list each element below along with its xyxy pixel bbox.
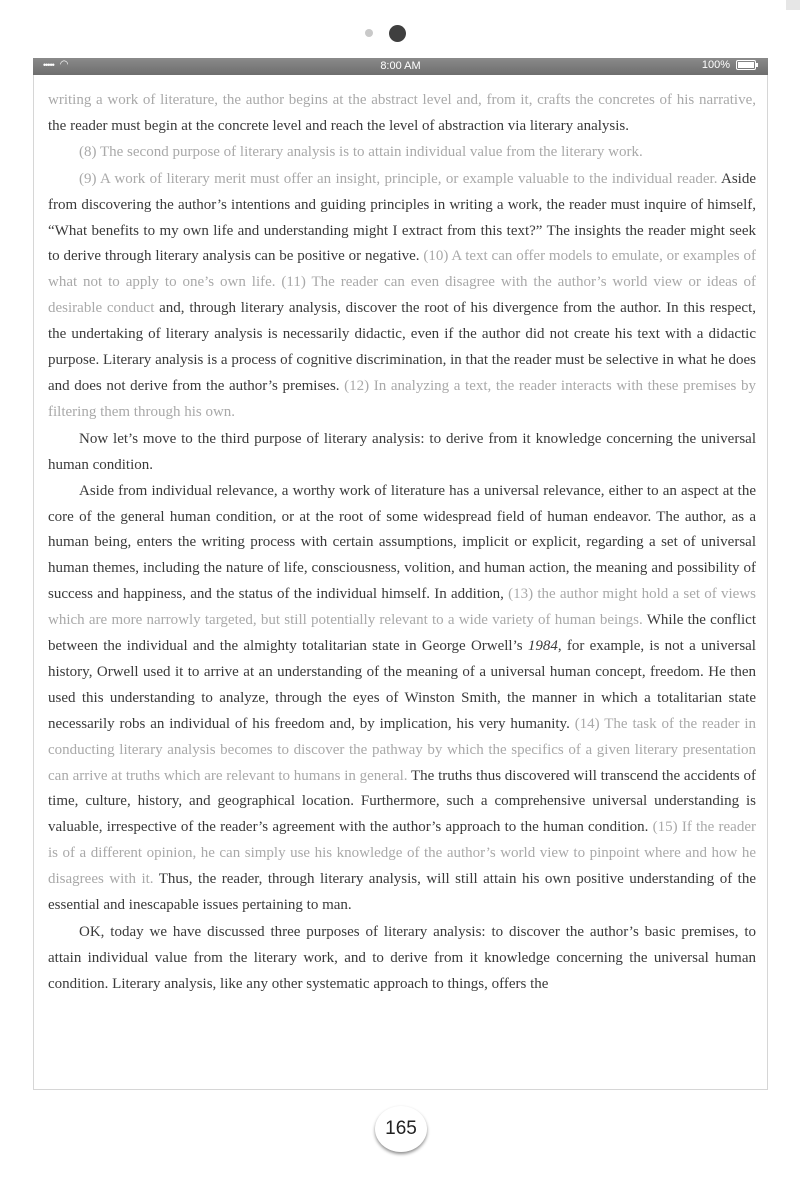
status-bar	[33, 58, 768, 75]
page-number: 165	[375, 1106, 427, 1152]
signal-strength-icon: •••••	[43, 59, 54, 70]
paragraph-universal-relevance	[48, 479, 756, 919]
paragraph-9	[48, 167, 756, 426]
sentence: While the conflict between the individual and the almighty totalitarian state in George Orwell’s	[48, 612, 756, 655]
sentence: Aside from discovering the author’s intentions and guiding principles in writing a work, the reader must inquire of himself, “What benefits to my own life and understanding might I extract from this text?” The insights the reader might seek to derive through literary analysis can be positive or negative.	[48, 170, 756, 265]
wifi-icon: ◠	[59, 59, 69, 70]
battery-percent: 100%	[701, 59, 730, 71]
status-time: 8:00 AM	[380, 60, 421, 72]
sentence: Aside from individual relevance, a worthy work of literature has a universal relevance, either to an aspect at the core of the general human condition, or at the root of some widespread field of human endeavor. The author, as a human being, enters the writing process with certain assumptions, implicit or explicit, regarding a set of universal human themes, including the nature of life, consciousness, volition, and human action, the meaning and possibility of success and happiness, and the status of the individual himself. In addition,	[48, 482, 756, 603]
page-border-left	[33, 75, 34, 1090]
gray-sentence: (10) A text can offer models to emulate, or examples of what not to apply to one’s own life. (11) The reader can even disagree with the author’s world view or ideas of desirable conduct	[48, 248, 756, 317]
paragraph-8	[48, 140, 756, 166]
indicator-dot	[365, 29, 373, 37]
page-border-right	[767, 75, 768, 1090]
corner-mark	[786, 0, 800, 10]
gray-sentence: (12) In analyzing a text, the reader interacts with these premises by filtering them through his own.	[48, 377, 756, 420]
camera-indicator	[0, 22, 800, 46]
gray-sentence: (14) The task of the reader in conducting literary analysis becomes to discover the pathway by which the specifics of a given literary presentation can arrive at truths which are relevant to humans in general.	[48, 715, 757, 784]
gray-sentence: (9) A work of literary merit must offer an insight, principle, or example valuable to the individual reader.	[79, 170, 718, 187]
sentence: the reader must begin at the concrete level and reach the level of abstraction via literary analysis.	[48, 117, 629, 134]
battery-icon	[736, 60, 756, 70]
paragraph-third-purpose	[48, 427, 756, 479]
paragraph-continued	[48, 88, 756, 140]
gray-sentence: (13) the author might hold a set of views which are more narrowly targeted, but still potentially relevant to a wide variety of human beings.	[48, 586, 756, 629]
sentence: 1984	[527, 638, 558, 655]
gray-sentence: writing a work of literature, the author begins at the abstract level and, from it, crafts the concretes of his narrative,	[48, 92, 756, 108]
sentence: Thus, the reader, through literary analysis, will still attain his own positive understanding of the essential and inescapable issues pertaining to man.	[48, 871, 756, 914]
sentence: OK, today we have discussed three purposes of literary analysis: to discover the author’s basic premises, to attain individual value from the literary work, and to derive from it knowledge concerning the universal human condition. Literary analysis, like any other systematic approach to things, offers the	[48, 924, 756, 992]
reading-text	[48, 88, 756, 998]
gray-sentence: (15) If the reader is of a different opinion, he can simply use his knowledge of the author’s world view to pinpoint where and how he disagrees with it.	[48, 819, 756, 888]
page-border-bottom	[33, 1089, 768, 1090]
sentence: Now let’s move to the third purpose of literary analysis: to derive from it knowledge concerning the universal human condition.	[48, 430, 756, 473]
sentence: and, through literary analysis, discover the root of his divergence from the author. In this respect, the undertaking of literary analysis is necessarily didactic, even if the author did not create his text with a didactic purpose. Literary analysis is a process of cognitive discrimination, in that the reader must be selective in what he does and does not derive from the author’s premises.	[48, 300, 756, 394]
sentence: The truths thus discovered will transcend the accidents of time, culture, history, and geographical location. Furthermore, such a comprehensive universal understanding is valuable, irrespective of the reader’s agreement with the author’s approach to the human condition.	[48, 767, 756, 836]
camera-lens	[389, 25, 406, 42]
gray-sentence: (8) The second purpose of literary analysis is to attain individual value from the literary work.	[79, 143, 643, 160]
sentence: , for example, is not a universal history, Orwell used it to arrive at an understanding of the meaning of a universal human concept, freedom. He then used this understanding to analyze, through the eyes of Winston Smith, the manner in which a totalitarian state necessarily robs an individual of his freedom and, by implication, his very humanity.	[48, 638, 756, 732]
paragraph-summary	[48, 920, 756, 998]
